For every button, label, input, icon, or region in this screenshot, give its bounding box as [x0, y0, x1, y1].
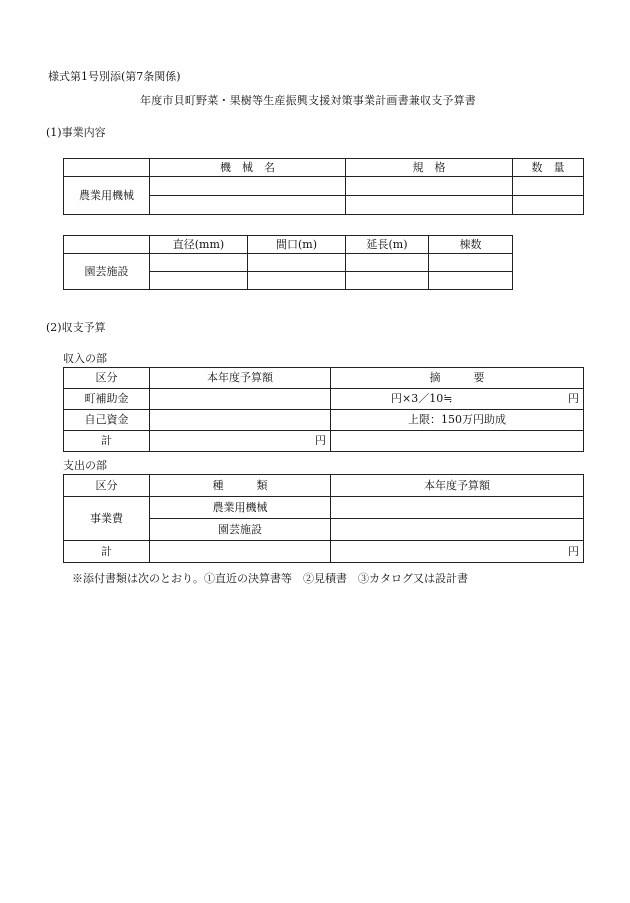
expense-header-budget: 本年度予算額: [331, 475, 584, 497]
facility-header-length: 延長(m): [346, 236, 429, 254]
document-title: 年度市貝町野菜・果樹等生産振興支援対策事業計画書兼収支予算書: [140, 94, 476, 107]
expense-budget-cell[interactable]: [331, 519, 584, 541]
facility-count-cell-2[interactable]: [429, 272, 513, 290]
expense-header-category: 区分: [64, 475, 150, 497]
facility-diameter-cell-1[interactable]: [150, 254, 248, 272]
income-note: 上限：150万円助成: [331, 410, 584, 431]
income-total-note: [331, 431, 584, 452]
income-caption: 収入の部: [63, 352, 107, 365]
income-header-category: 区分: [64, 368, 150, 389]
facility-diameter-cell-2[interactable]: [150, 272, 248, 290]
expense-budget-cell[interactable]: [331, 497, 584, 519]
machinery-spec-cell-1[interactable]: [346, 177, 513, 196]
income-header-budget: 本年度予算額: [150, 368, 331, 389]
income-row-label: 自己資金: [64, 410, 150, 431]
facility-length-cell-2[interactable]: [346, 272, 429, 290]
machinery-qty-cell-2[interactable]: [513, 196, 584, 215]
facility-count-cell-1[interactable]: [429, 254, 513, 272]
form-number: 様式第1号別添(第7条関係): [48, 70, 181, 83]
machinery-qty-cell-1[interactable]: [513, 177, 584, 196]
machinery-name-cell-2[interactable]: [150, 196, 346, 215]
expense-table: [63, 474, 584, 563]
income-table: [63, 367, 584, 452]
machinery-table: [63, 158, 584, 215]
income-row-label: 町補助金: [64, 389, 150, 410]
facility-header-blank: [64, 236, 150, 254]
income-note-cell: [331, 389, 584, 410]
facility-width-cell-2[interactable]: [248, 272, 346, 290]
machinery-header-qty: 数 量: [513, 159, 584, 177]
section2-heading: (2)収支予算: [46, 321, 106, 334]
machinery-row-label: 農業用機械: [64, 177, 150, 215]
facility-width-cell-1[interactable]: [248, 254, 346, 272]
machinery-spec-cell-2[interactable]: [346, 196, 513, 215]
income-header-summary: 摘 要: [331, 368, 584, 389]
income-total-amount[interactable]: 円: [150, 431, 331, 452]
income-note-unit: 円: [568, 392, 579, 405]
facility-header-count: 棟数: [429, 236, 513, 254]
income-budget-cell[interactable]: [150, 389, 331, 410]
facility-header-width: 間口(m): [248, 236, 346, 254]
facility-header-diameter: 直径(mm): [150, 236, 248, 254]
expense-type-label: 農業用機械: [150, 497, 331, 519]
expense-category-label: 事業費: [64, 497, 150, 541]
facility-table: [63, 235, 513, 290]
expense-type-label: 園芸施設: [150, 519, 331, 541]
facility-length-cell-1[interactable]: [346, 254, 429, 272]
expense-caption: 支出の部: [63, 459, 107, 472]
machinery-header-blank: [64, 159, 150, 177]
expense-total-amount[interactable]: 円: [331, 541, 584, 563]
expense-total-blank: [150, 541, 331, 563]
income-note: 円×3／10≒: [391, 392, 453, 405]
expense-total-label: 計: [64, 541, 150, 563]
machinery-header-spec: 規 格: [346, 159, 513, 177]
income-budget-cell[interactable]: [150, 410, 331, 431]
section1-heading: (1)事業内容: [46, 126, 106, 139]
attachments-footnote: ※添付書類は次のとおり。①直近の決算書等 ②見積書 ③カタログ又は設計書: [72, 572, 468, 585]
income-total-label: 計: [64, 431, 150, 452]
facility-row-label: 園芸施設: [64, 254, 150, 290]
expense-header-type: 種 類: [150, 475, 331, 497]
machinery-name-cell-1[interactable]: [150, 177, 346, 196]
machinery-header-name: 機 械 名: [150, 159, 346, 177]
